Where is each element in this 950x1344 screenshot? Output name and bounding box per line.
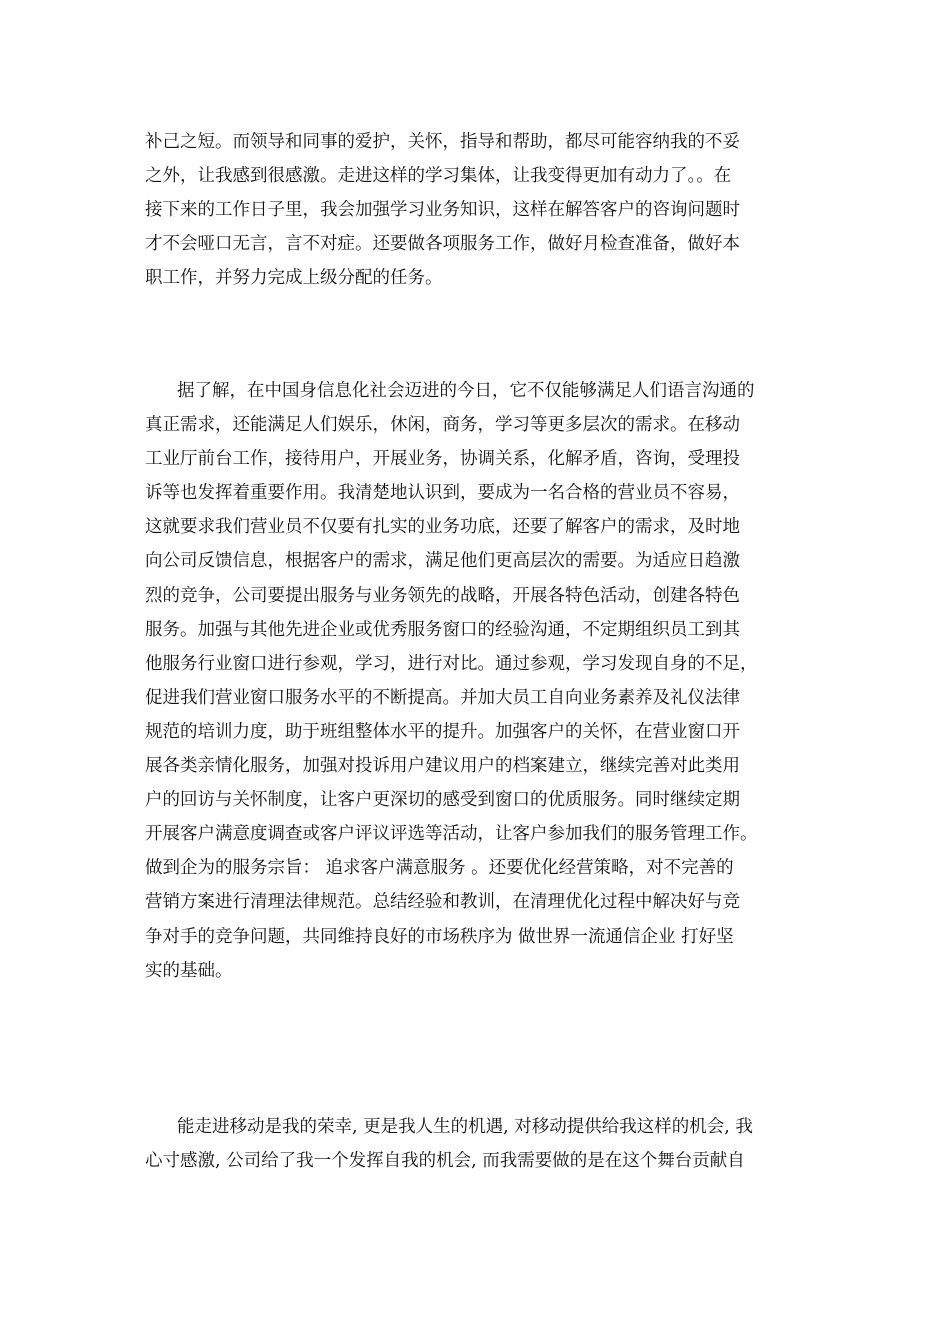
text-line: 他服务行业窗口进行参观，学习，进行对比。通过参观，学习发现自身的不足， xyxy=(145,653,758,674)
text-line: 这就要求我们营业员不仅要有扎实的业务功底，还要了解客户的需求，及时地 xyxy=(145,517,740,538)
text-line: 展各类亲情化服务，加强对投诉用户建议用户的档案建立，继续完善对此类用 xyxy=(145,756,740,777)
text-line: 烈的竞争，公司要提出服务与业务领先的战略，开展各特色活动，创建各特色 xyxy=(145,585,740,606)
text-line: 诉等也发挥着重要作用。我清楚地认识到，要成为一名合格的营业员不容易， xyxy=(145,483,740,504)
text-line: 开展客户满意度调查或客户评议评选等活动，让客户参加我们的服务管理工作。 xyxy=(145,824,758,845)
text-line: 规范的培训力度，助于班组整体水平的提升。加强客户的关怀，在营业窗口开 xyxy=(145,721,740,742)
paragraph-3 xyxy=(145,1110,810,1178)
text-line: 补己之短。而领导和同事的爱护，关怀，指导和帮助，都尽可能容纳我的不妥 xyxy=(145,132,740,152)
text-line: 服务。加强与其他先进企业或优秀服务窗口的经验沟通，不定期组织员工到其 xyxy=(145,619,740,640)
paragraph-1 xyxy=(145,125,810,295)
text-line: 心寸感激, 公司给了我一个发挥自我的机会, 而我需要做的是在这个舞台贡献自 xyxy=(145,1151,745,1172)
text-line: 促进我们营业窗口服务水平的不断提高。并加大员工自向业务素养及礼仪法律 xyxy=(145,687,740,708)
text-line: 接下来的工作日子里，我会加强学习业务知识，这样在解答客户的咨询问题时 xyxy=(145,200,740,221)
text-line: 据了解，在中国身信息化社会迈进的今日，它不仅能够满足人们语言沟通的 xyxy=(177,381,755,401)
text-line: 向公司反馈信息，根据客户的需求，满足他们更高层次的需要。为适应日趋激 xyxy=(145,551,740,572)
text-line: 争对手的竞争问题，共同维持良好的市场秩序为 做世界一流通信企业 打好坚 xyxy=(145,926,734,947)
text-line: 营销方案进行清理法律规范。总结经验和教训，在清理优化过程中解决好与竞 xyxy=(145,892,740,913)
text-line: 工业厅前台工作，接待用户，开展业务，协调关系，化解矛盾，咨询，受理投 xyxy=(145,449,740,470)
text-line: 职工作，并努力完成上级分配的任务。 xyxy=(145,268,443,289)
paragraph-2 xyxy=(145,374,810,988)
text-line: 实的基础。 xyxy=(145,960,233,981)
text-line: 能走进移动是我的荣幸, 更是我人生的机遇, 对移动提供给我这样的机会, 我 xyxy=(177,1117,753,1137)
text-line: 才不会哑口无言，言不对症。还要做各项服务工作，做好月检查准备，做好本 xyxy=(145,234,740,255)
text-line: 做到企为的服务宗旨： 追求客户满意服务 。还要优化经营策略，对不完善的 xyxy=(145,858,734,879)
text-line: 之外，让我感到很感激。走进这样的学习集体，让我变得更加有动力了。。在 xyxy=(145,166,732,187)
text-line: 户的回访与关怀制度，让客户更深切的感受到窗口的优质服务。同时继续定期 xyxy=(145,790,740,811)
text-line: 真正需求，还能满足人们娱乐，休闲，商务，学习等更多层次的需求。在移动 xyxy=(145,415,740,436)
